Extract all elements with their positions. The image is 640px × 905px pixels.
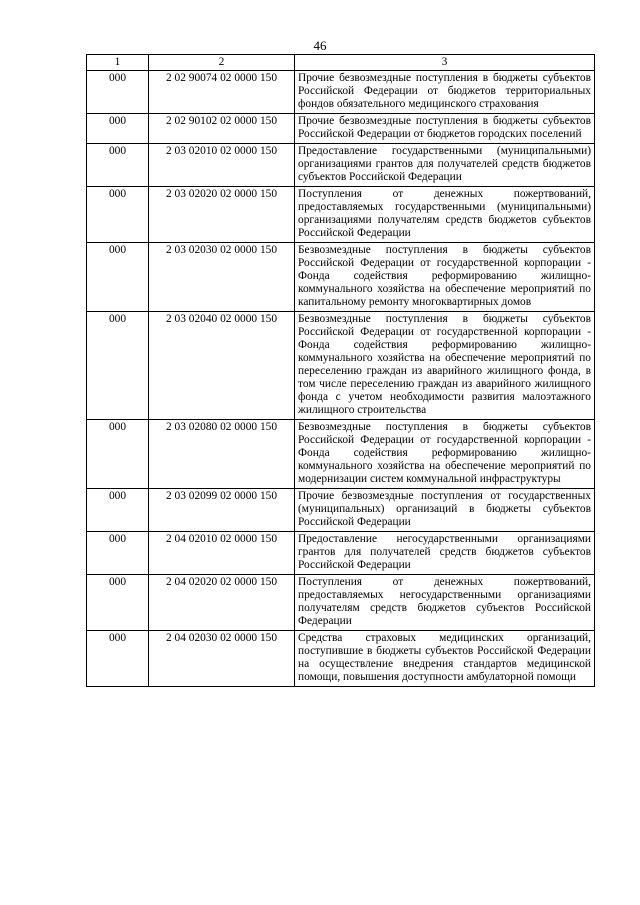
table-row xyxy=(87,312,595,420)
admin-code-cell: 000 xyxy=(87,575,149,631)
budget-code-cell: 2 03 02080 02 0000 150 xyxy=(149,420,295,489)
admin-code-cell: 000 xyxy=(87,420,149,489)
budget-revenue-table xyxy=(86,54,595,687)
admin-code-cell: 000 xyxy=(87,532,149,575)
revenue-name-cell: Прочие безвозмездные поступления в бюджеты субъектов Российской Федерации от бюджетов городских поселений xyxy=(295,114,595,144)
table-row xyxy=(87,243,595,312)
budget-code-cell: 2 04 02010 02 0000 150 xyxy=(149,532,295,575)
admin-code-cell: 000 xyxy=(87,312,149,420)
column-header-3: 3 xyxy=(295,55,595,71)
revenue-name-cell: Поступления от денежных пожертвований, предоставляемых негосударственными организациями получателям средств бюджетов субъектов Российской Федерации xyxy=(295,575,595,631)
admin-code-cell: 000 xyxy=(87,489,149,532)
table-row xyxy=(87,114,595,144)
budget-code-cell: 2 03 02030 02 0000 150 xyxy=(149,243,295,312)
column-header-1: 1 xyxy=(87,55,149,71)
admin-code-cell: 000 xyxy=(87,71,149,114)
revenue-name-cell: Безвозмездные поступления в бюджеты субъектов Российской Федерации от государственной корпорации - Фонда содействия реформированию жилищно-коммунального хозяйства на обеспечение мероприятий по капитальному ремонту многоквартирных домов xyxy=(295,243,595,312)
admin-code-cell: 000 xyxy=(87,243,149,312)
revenue-name-cell: Безвозмездные поступления в бюджеты субъектов Российской Федерации от государственной корпорации - Фонда содействия реформированию жилищно-коммунального хозяйства на обеспечение мероприятий по модернизации систем коммунальной инфраструктуры xyxy=(295,420,595,489)
budget-code-cell: 2 04 02030 02 0000 150 xyxy=(149,631,295,687)
admin-code-cell: 000 xyxy=(87,114,149,144)
budget-code-cell: 2 04 02020 02 0000 150 xyxy=(149,575,295,631)
budget-code-cell: 2 03 02010 02 0000 150 xyxy=(149,144,295,187)
table-row xyxy=(87,575,595,631)
table-row xyxy=(87,489,595,532)
admin-code-cell: 000 xyxy=(87,187,149,243)
revenue-name-cell: Средства страховых медицинских организаций, поступившие в бюджеты субъектов Российской Федерации на осуществление внедрения стандартов медицинской помощи, повышения доступности амбулаторной помощи xyxy=(295,631,595,687)
budget-code-cell: 2 03 02099 02 0000 150 xyxy=(149,489,295,532)
table-row xyxy=(87,144,595,187)
table-row xyxy=(87,532,595,575)
revenue-name-cell: Предоставление негосударственными организациями грантов для получателей средств бюджетов субъектов Российской Федерации xyxy=(295,532,595,575)
admin-code-cell: 000 xyxy=(87,144,149,187)
budget-code-cell: 2 03 02040 02 0000 150 xyxy=(149,312,295,420)
budget-code-cell: 2 02 90074 02 0000 150 xyxy=(149,71,295,114)
table-header-row xyxy=(87,55,595,71)
admin-code-cell: 000 xyxy=(87,631,149,687)
revenue-name-cell: Безвозмездные поступления в бюджеты субъектов Российской Федерации от государственной корпорации - Фонда содействия реформированию жилищно-коммунального хозяйства на обеспечение мероприятий по переселению граждан из аварийного жилищного фонда, в том числе переселению граждан из аварийного жилищного фонда с учетом необходимости развития малоэтажного жилищного строительства xyxy=(295,312,595,420)
table-row xyxy=(87,187,595,243)
table-row xyxy=(87,631,595,687)
revenue-name-cell: Поступления от денежных пожертвований, предоставляемых государственными (муниципальными) организациями получателям средств бюджетов субъектов Российской Федерации xyxy=(295,187,595,243)
budget-code-cell: 2 02 90102 02 0000 150 xyxy=(149,114,295,144)
revenue-name-cell: Предоставление государственными (муниципальными) организациями грантов для получателей средств бюджетов субъектов Российской Федерации xyxy=(295,144,595,187)
page-number: 46 xyxy=(313,38,327,53)
table-row xyxy=(87,71,595,114)
budget-code-cell: 2 03 02020 02 0000 150 xyxy=(149,187,295,243)
column-header-2: 2 xyxy=(149,55,295,71)
table-row xyxy=(87,420,595,489)
revenue-name-cell: Прочие безвозмездные поступления в бюджеты субъектов Российской Федерации от бюджетов территориальных фондов обязательного медицинского страхования xyxy=(295,71,595,114)
revenue-name-cell: Прочие безвозмездные поступления от государственных (муниципальных) организаций в бюджеты субъектов Российской Федерации xyxy=(295,489,595,532)
